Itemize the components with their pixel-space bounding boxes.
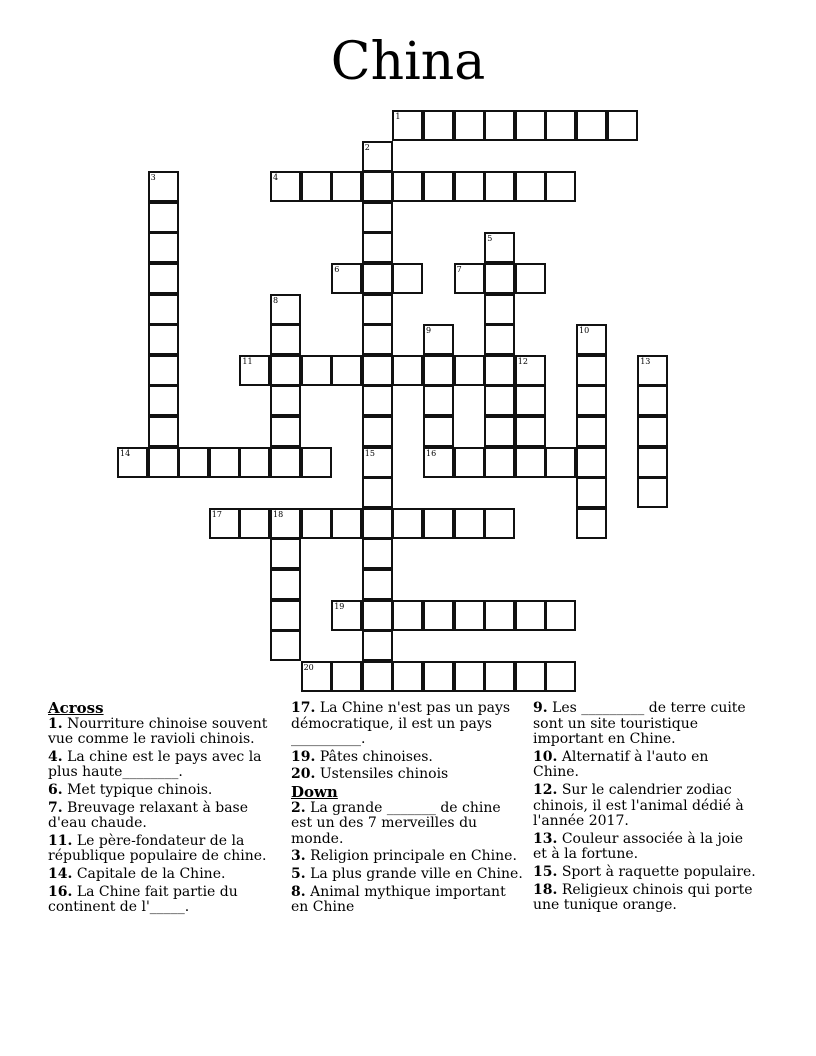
grid-cell[interactable] bbox=[178, 447, 209, 478]
clue-across-11: 11. Le père-fondateur de la république populaire de chine. bbox=[48, 832, 267, 865]
clue-across-6: 6. Met typique chinois. bbox=[48, 781, 213, 798]
grid-cell[interactable] bbox=[484, 661, 515, 692]
grid-cell[interactable] bbox=[454, 355, 485, 386]
grid-cell[interactable] bbox=[515, 171, 546, 202]
grid-cell[interactable] bbox=[239, 355, 270, 386]
cell-number: 18 bbox=[273, 509, 284, 519]
clue-across-1: 1. Nourriture chinoise souvent vue comme le ravioli chinois. bbox=[48, 715, 268, 748]
grid-cell[interactable] bbox=[484, 355, 515, 386]
grid-cell[interactable] bbox=[454, 661, 485, 692]
grid-cell[interactable] bbox=[454, 263, 485, 294]
cell-number: 10 bbox=[579, 326, 590, 336]
grid-cell[interactable] bbox=[362, 324, 393, 355]
cell-number: 9 bbox=[426, 326, 432, 336]
grid-cell[interactable] bbox=[423, 508, 454, 539]
clue-down-12: 12. Sur le calendrier zodiac chinois, il est l'animal dédié à l'année 2017. bbox=[533, 781, 744, 830]
grid-cell[interactable] bbox=[607, 110, 638, 141]
grid-cell[interactable] bbox=[545, 600, 576, 631]
grid-cell[interactable] bbox=[484, 508, 515, 539]
grid-cell[interactable] bbox=[270, 538, 301, 569]
grid-cell[interactable] bbox=[454, 171, 485, 202]
clue-down-8: 8. Animal mythique important en Chine bbox=[291, 883, 506, 916]
clue-down-13: 13. Couleur associée à la joie et à la fortune. bbox=[533, 830, 743, 863]
grid-cell[interactable] bbox=[148, 202, 179, 233]
grid-cell[interactable] bbox=[148, 294, 179, 325]
cell-number: 16 bbox=[426, 448, 437, 458]
clue-across-14: 14. Capitale de la Chine. bbox=[48, 865, 226, 882]
grid-cell[interactable] bbox=[423, 110, 454, 141]
grid-cell[interactable] bbox=[545, 171, 576, 202]
grid-cell[interactable] bbox=[362, 508, 393, 539]
grid-cell[interactable] bbox=[270, 355, 301, 386]
grid-cell[interactable] bbox=[270, 600, 301, 631]
cell-number: 12 bbox=[517, 356, 528, 366]
grid-cell[interactable] bbox=[423, 324, 454, 355]
clue-down-5: 5. La plus grande ville en Chine. bbox=[291, 865, 523, 882]
clue-across-16: 16. La Chine fait partie du continent de l'_____. bbox=[48, 883, 238, 916]
cell-number: 5 bbox=[487, 234, 493, 244]
grid-cell[interactable] bbox=[392, 661, 423, 692]
cell-number: 20 bbox=[303, 662, 314, 672]
grid-cell[interactable] bbox=[545, 447, 576, 478]
page-title: China bbox=[330, 32, 486, 92]
grid-cell[interactable] bbox=[454, 110, 485, 141]
grid-cell[interactable] bbox=[392, 355, 423, 386]
grid-cell[interactable] bbox=[515, 355, 546, 386]
grid-cell[interactable] bbox=[362, 477, 393, 508]
clue-down-15: 15. Sport à raquette populaire. bbox=[533, 863, 756, 880]
cell-number: 11 bbox=[242, 356, 253, 366]
grid-cell[interactable] bbox=[148, 263, 179, 294]
grid-cell[interactable] bbox=[148, 385, 179, 416]
down-heading: Down bbox=[291, 782, 338, 801]
grid-cell[interactable] bbox=[331, 661, 362, 692]
grid-cell[interactable] bbox=[545, 110, 576, 141]
clue-across-7: 7. Breuvage relaxant à base d'eau chaude. bbox=[48, 799, 249, 832]
clue-across-20: 20. Ustensiles chinois bbox=[291, 766, 449, 783]
grid-cell[interactable] bbox=[362, 630, 393, 661]
grid-cell[interactable] bbox=[301, 508, 332, 539]
cell-number: 6 bbox=[334, 265, 340, 274]
grid-cell[interactable] bbox=[484, 416, 515, 447]
grid-cell[interactable] bbox=[301, 447, 332, 478]
grid-cell[interactable] bbox=[484, 232, 515, 263]
grid-cell[interactable] bbox=[362, 661, 393, 692]
grid-cell[interactable] bbox=[515, 416, 546, 447]
grid-cell[interactable] bbox=[362, 355, 393, 386]
grid-cell[interactable] bbox=[637, 416, 668, 447]
grid-cell[interactable] bbox=[576, 416, 607, 447]
grid-cell[interactable] bbox=[270, 294, 301, 325]
grid-cell[interactable] bbox=[362, 263, 393, 294]
grid-cell[interactable] bbox=[484, 110, 515, 141]
cell-number: 3 bbox=[150, 173, 156, 183]
grid-cell[interactable] bbox=[515, 385, 546, 416]
grid-cell[interactable] bbox=[239, 508, 270, 539]
grid-cell[interactable] bbox=[576, 355, 607, 386]
across-heading: Across bbox=[48, 699, 104, 717]
grid-cell[interactable] bbox=[454, 600, 485, 631]
grid-cell[interactable] bbox=[576, 508, 607, 539]
grid-cell[interactable] bbox=[423, 416, 454, 447]
grid-cell[interactable] bbox=[331, 600, 362, 631]
grid-cell[interactable] bbox=[576, 110, 607, 141]
cell-number: 17 bbox=[211, 509, 222, 519]
grid-cell[interactable] bbox=[484, 600, 515, 631]
grid-cell[interactable] bbox=[392, 508, 423, 539]
clue-across-17: 17. La Chine n'est pas un pays démocratique, il est un pays __________. bbox=[291, 700, 511, 748]
grid-cell[interactable] bbox=[362, 232, 393, 263]
grid-cell[interactable] bbox=[484, 294, 515, 325]
cell-number: 14 bbox=[120, 448, 131, 458]
grid-cell[interactable] bbox=[331, 355, 362, 386]
grid-cell[interactable] bbox=[239, 447, 270, 478]
grid-cell[interactable] bbox=[576, 324, 607, 355]
clues-column-1 bbox=[48, 701, 273, 918]
clue-down-3: 3. Religion principale en Chine. bbox=[291, 848, 517, 865]
grid-cell[interactable] bbox=[270, 630, 301, 661]
cell-number: 2 bbox=[364, 142, 370, 152]
grid-cell[interactable] bbox=[484, 447, 515, 478]
grid-cell[interactable] bbox=[362, 171, 393, 202]
grid-cell[interactable] bbox=[362, 538, 393, 569]
grid-cell[interactable] bbox=[637, 447, 668, 478]
clues-column-2 bbox=[291, 701, 523, 918]
grid-cell[interactable] bbox=[148, 324, 179, 355]
clue-across-19: 19. Pâtes chinoises. bbox=[291, 748, 433, 765]
cell-number: 1 bbox=[395, 112, 401, 121]
cell-number: 19 bbox=[334, 601, 345, 611]
clue-down-9: 9. Les _________ de terre cuite sont un site touristique important en Chine. bbox=[533, 700, 746, 748]
grid-cell[interactable] bbox=[576, 385, 607, 416]
grid-cell[interactable] bbox=[454, 508, 485, 539]
grid-cell[interactable] bbox=[484, 263, 515, 294]
grid-cell[interactable] bbox=[362, 447, 393, 478]
grid-cell[interactable] bbox=[270, 416, 301, 447]
grid-cell[interactable] bbox=[515, 600, 546, 631]
grid-cell[interactable] bbox=[362, 385, 393, 416]
cell-number: 8 bbox=[273, 295, 279, 305]
grid-cell[interactable] bbox=[423, 355, 454, 386]
clues-column-3 bbox=[533, 701, 758, 916]
grid-cell[interactable] bbox=[148, 171, 179, 202]
grid-cell[interactable] bbox=[331, 508, 362, 539]
clue-across-4: 4. La chine est le pays avec la plus haute________. bbox=[48, 748, 262, 781]
clue-down-2: 2. La grande _______ de chine est un des 7 merveilles du monde. bbox=[291, 799, 501, 847]
grid-cell[interactable] bbox=[484, 324, 515, 355]
grid-cell[interactable] bbox=[545, 661, 576, 692]
grid-cell[interactable] bbox=[454, 447, 485, 478]
grid-cell[interactable] bbox=[515, 447, 546, 478]
grid-cell[interactable] bbox=[515, 110, 546, 141]
grid-cell[interactable] bbox=[484, 171, 515, 202]
grid-cell[interactable] bbox=[270, 171, 301, 202]
grid-cell[interactable] bbox=[331, 171, 362, 202]
cell-number: 7 bbox=[456, 265, 462, 274]
grid-cell[interactable] bbox=[423, 661, 454, 692]
grid-cell[interactable] bbox=[148, 355, 179, 386]
grid-cell[interactable] bbox=[270, 385, 301, 416]
grid-cell[interactable] bbox=[209, 508, 240, 539]
grid-cell[interactable] bbox=[392, 263, 423, 294]
grid-cell[interactable] bbox=[117, 447, 148, 478]
grid-cell[interactable] bbox=[362, 202, 393, 233]
grid-cell[interactable] bbox=[362, 569, 393, 600]
grid-cell[interactable] bbox=[423, 600, 454, 631]
cell-number: 4 bbox=[273, 173, 279, 183]
grid-cell[interactable] bbox=[301, 171, 332, 202]
cell-number: 15 bbox=[364, 448, 375, 458]
grid-cell[interactable] bbox=[576, 447, 607, 478]
grid-cell[interactable] bbox=[148, 232, 179, 263]
grid-cell[interactable] bbox=[423, 385, 454, 416]
cell-number: 13 bbox=[640, 356, 651, 366]
clue-down-18: 18. Religieux chinois qui porte une tunique orange. bbox=[533, 881, 753, 914]
grid-cell[interactable] bbox=[148, 447, 179, 478]
grid-cell[interactable] bbox=[270, 447, 301, 478]
grid-cell[interactable] bbox=[484, 385, 515, 416]
grid-cell[interactable] bbox=[423, 171, 454, 202]
grid-cell[interactable] bbox=[301, 355, 332, 386]
grid-cell[interactable] bbox=[362, 294, 393, 325]
grid-cell[interactable] bbox=[362, 416, 393, 447]
grid-cell[interactable] bbox=[392, 110, 423, 141]
grid-cell[interactable] bbox=[576, 477, 607, 508]
grid-cell[interactable] bbox=[392, 600, 423, 631]
grid-cell[interactable] bbox=[637, 355, 668, 386]
grid-cell[interactable] bbox=[270, 569, 301, 600]
grid-cell[interactable] bbox=[637, 477, 668, 508]
grid-cell[interactable] bbox=[209, 447, 240, 478]
grid-cell[interactable] bbox=[515, 661, 546, 692]
grid-cell[interactable] bbox=[637, 385, 668, 416]
grid-cell[interactable] bbox=[331, 263, 362, 294]
grid-cell[interactable] bbox=[148, 416, 179, 447]
grid-cell[interactable] bbox=[362, 141, 393, 172]
clue-down-10: 10. Alternatif à l'auto en Chine. bbox=[533, 748, 709, 781]
grid-cell[interactable] bbox=[362, 600, 393, 631]
grid-cell[interactable] bbox=[423, 447, 454, 478]
grid-cell[interactable] bbox=[270, 324, 301, 355]
grid-cell[interactable] bbox=[270, 508, 301, 539]
grid-cell[interactable] bbox=[515, 263, 546, 294]
grid-cell[interactable] bbox=[392, 171, 423, 202]
grid-cell[interactable] bbox=[301, 661, 332, 692]
